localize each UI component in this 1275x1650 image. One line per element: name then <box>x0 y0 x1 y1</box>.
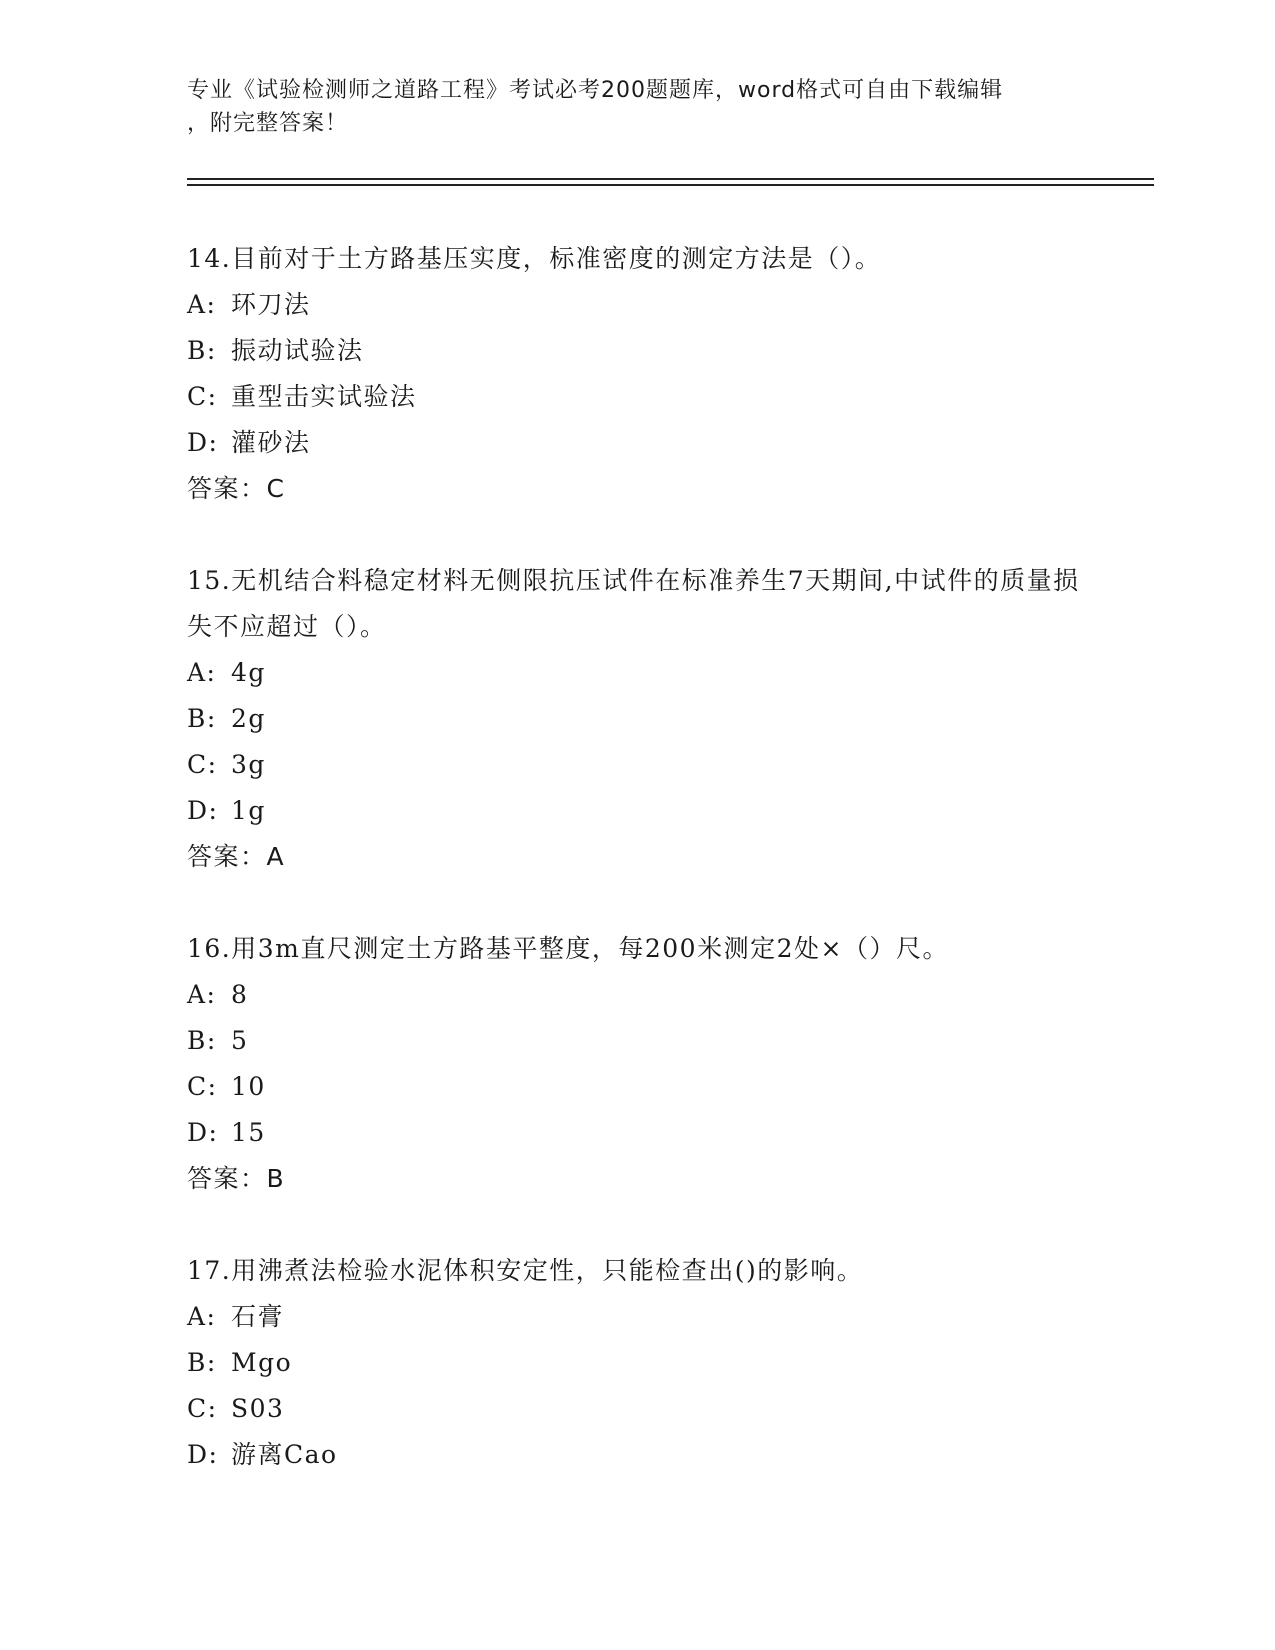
option-value: 3g <box>231 750 266 779</box>
option-d <box>187 1110 1087 1156</box>
option-key: D: <box>187 1118 219 1147</box>
option-key: A: <box>187 290 217 319</box>
option-a <box>187 650 1087 696</box>
option-value: 石膏 <box>231 1302 285 1331</box>
answer-line: 答案：C <box>187 474 286 503</box>
option-key: D: <box>187 796 219 825</box>
header-divider-top <box>187 178 1154 180</box>
document-header <box>187 74 1087 140</box>
option-key: B: <box>187 336 217 365</box>
option-d <box>187 420 1087 466</box>
option-a <box>187 1294 1087 1340</box>
option-a <box>187 282 1087 328</box>
option-b <box>187 328 1087 374</box>
option-d <box>187 1432 1087 1478</box>
option-value: S03 <box>231 1394 285 1423</box>
option-c <box>187 1386 1087 1432</box>
option-a <box>187 972 1087 1018</box>
option-key: B: <box>187 1348 217 1377</box>
option-key: A: <box>187 1302 217 1331</box>
option-value: 10 <box>231 1072 266 1101</box>
header-title-line-1: 专业《试验检测师之道路工程》考试必考200题题库，word格式可自由下载编辑 <box>187 78 1004 103</box>
option-b <box>187 1018 1087 1064</box>
option-key: C: <box>187 750 218 779</box>
header-title-line-2: ，附完整答案！ <box>187 111 349 136</box>
question-text: 17.用沸煮法检验水泥体积安定性，只能检查出()的影响。 <box>187 1256 864 1285</box>
option-key: A: <box>187 658 217 687</box>
option-key: C: <box>187 1394 218 1423</box>
option-key: B: <box>187 704 217 733</box>
option-c <box>187 374 1087 420</box>
option-value: 灌砂法 <box>231 428 311 457</box>
option-key: A: <box>187 980 217 1009</box>
option-key: B: <box>187 1026 217 1055</box>
option-value: 15 <box>231 1118 266 1147</box>
option-value: 1g <box>231 796 266 825</box>
option-value: 环刀法 <box>231 290 311 319</box>
option-value: 重型击实试验法 <box>231 382 417 411</box>
option-b <box>187 696 1087 742</box>
option-c <box>187 1064 1087 1110</box>
question-16 <box>187 926 1087 1202</box>
option-value: 4g <box>231 658 266 687</box>
option-c <box>187 742 1087 788</box>
option-b <box>187 1340 1087 1386</box>
option-value: Mgo <box>231 1348 293 1377</box>
option-value: 5 <box>231 1026 249 1055</box>
question-list <box>187 236 1087 1524</box>
question-14 <box>187 236 1087 512</box>
option-key: D: <box>187 428 219 457</box>
option-key: D: <box>187 1440 219 1469</box>
option-key: C: <box>187 1072 218 1101</box>
option-key: C: <box>187 382 218 411</box>
question-17 <box>187 1248 1087 1478</box>
question-15 <box>187 558 1087 880</box>
option-d <box>187 788 1087 834</box>
question-text: 14.目前对于土方路基压实度，标准密度的测定方法是（）。 <box>187 244 882 273</box>
question-text: 15.无机结合料稳定材料无侧限抗压试件在标准养生7天期间,中试件的质量损失不应超过（）。 <box>187 566 1080 641</box>
answer-line: 答案：B <box>187 1164 286 1193</box>
question-text: 16.用3m直尺测定土方路基平整度，每200米测定2处×（）尺。 <box>187 934 949 963</box>
option-value: 2g <box>231 704 266 733</box>
answer-line: 答案：A <box>187 842 286 871</box>
option-value: 8 <box>231 980 249 1009</box>
header-divider-bottom <box>187 184 1154 186</box>
option-value: 游离Cao <box>231 1440 338 1469</box>
option-value: 振动试验法 <box>231 336 364 365</box>
